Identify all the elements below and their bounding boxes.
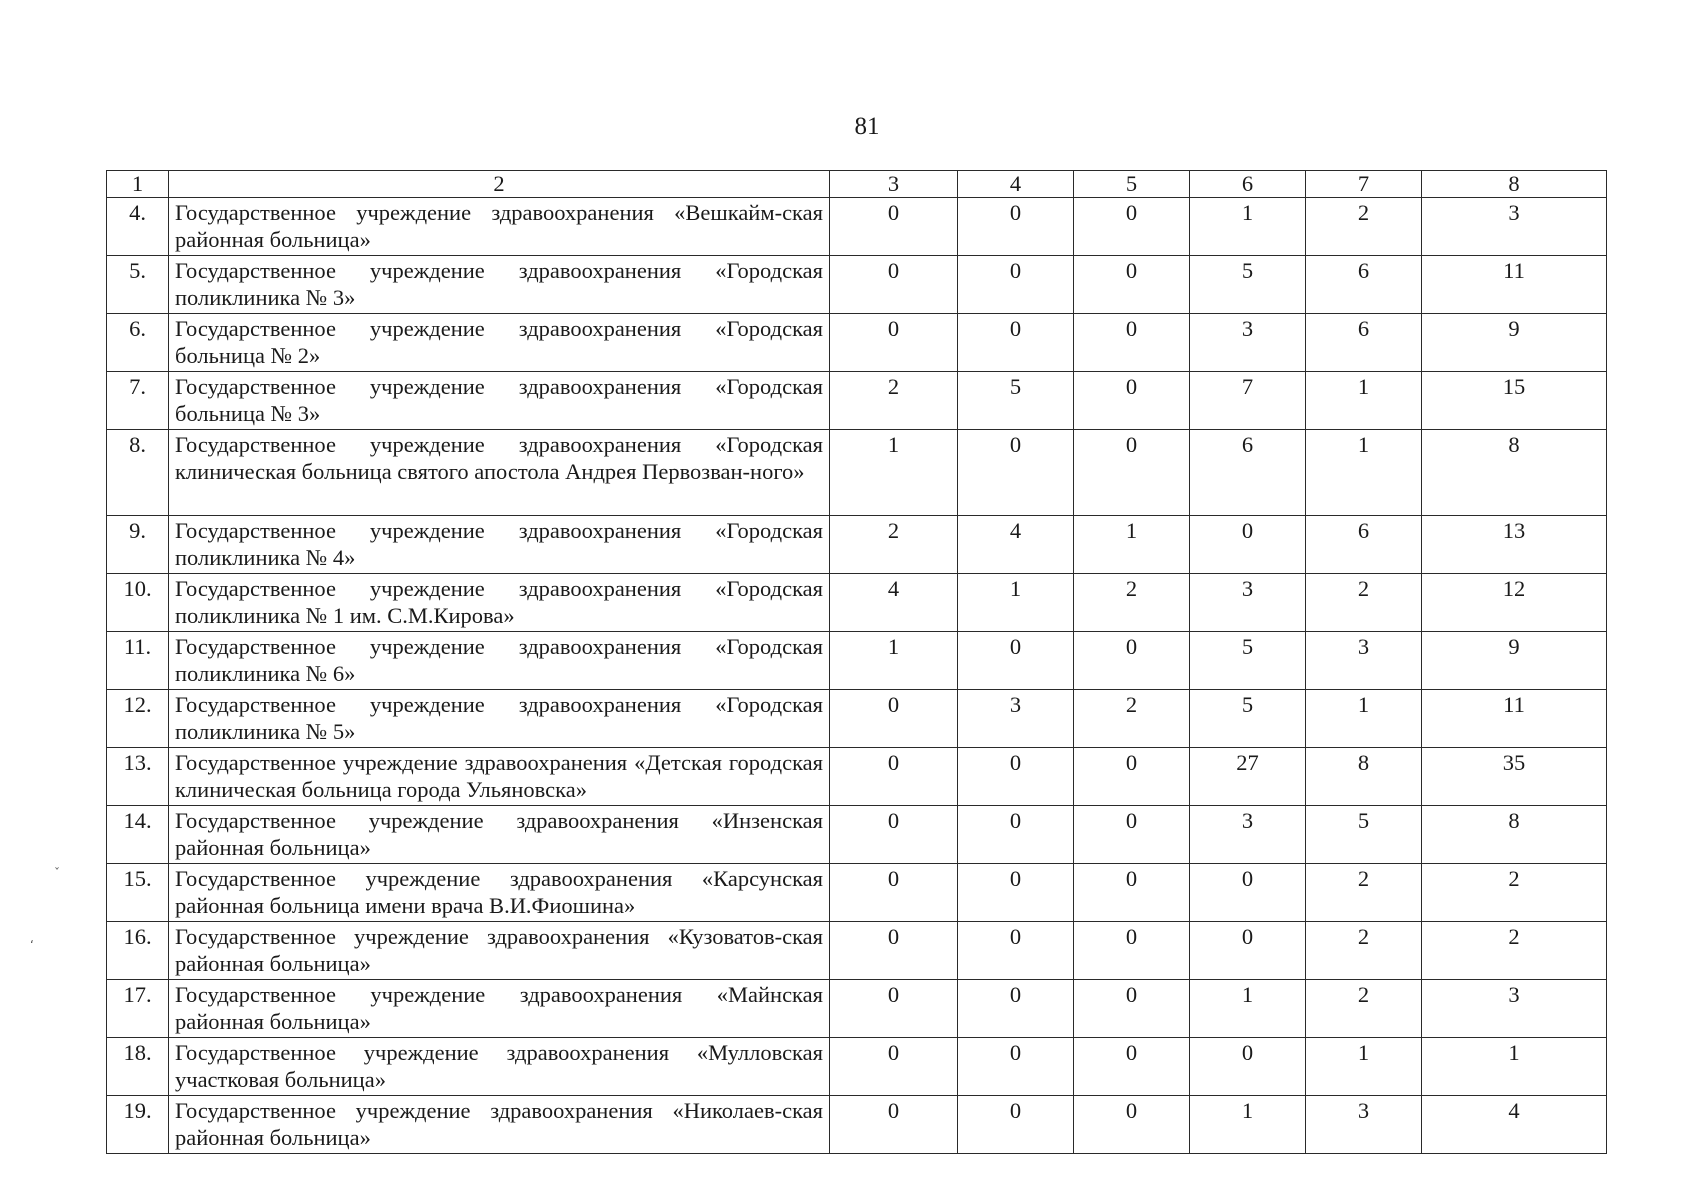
col6-value: 3 bbox=[1190, 314, 1306, 372]
col7-value: 6 bbox=[1306, 256, 1422, 314]
col7-value: 1 bbox=[1306, 430, 1422, 516]
col8-value: 3 bbox=[1422, 980, 1607, 1038]
header-cell: 2 bbox=[169, 171, 830, 198]
col6-value: 1 bbox=[1190, 198, 1306, 256]
institution-name: Государственное учреждение здравоохранения «Вешкайм-ская районная больница» bbox=[169, 198, 830, 256]
col3-value: 1 bbox=[830, 632, 958, 690]
institution-name: Государственное учреждение здравоохранения «Инзенская районная больница» bbox=[169, 806, 830, 864]
scan-speck: ˇ bbox=[54, 866, 60, 880]
col5-value: 2 bbox=[1074, 690, 1190, 748]
col6-value: 1 bbox=[1190, 980, 1306, 1038]
col4-value: 0 bbox=[958, 748, 1074, 806]
row-number: 4. bbox=[107, 198, 169, 256]
col3-value: 1 bbox=[830, 430, 958, 516]
col7-value: 2 bbox=[1306, 574, 1422, 632]
col6-value: 7 bbox=[1190, 372, 1306, 430]
col5-value: 0 bbox=[1074, 314, 1190, 372]
col6-value: 0 bbox=[1190, 922, 1306, 980]
col4-value: 0 bbox=[958, 980, 1074, 1038]
col3-value: 0 bbox=[830, 198, 958, 256]
col7-value: 2 bbox=[1306, 198, 1422, 256]
col3-value: 0 bbox=[830, 864, 958, 922]
page-number: 81 bbox=[854, 113, 880, 140]
table-row bbox=[107, 980, 1607, 1038]
row-number: 5. bbox=[107, 256, 169, 314]
col6-value: 0 bbox=[1190, 1038, 1306, 1096]
col4-value: 0 bbox=[958, 430, 1074, 516]
row-number: 11. bbox=[107, 632, 169, 690]
table-row bbox=[107, 1096, 1607, 1154]
col8-value: 9 bbox=[1422, 314, 1607, 372]
col4-value: 4 bbox=[958, 516, 1074, 574]
scan-speck: ‘ bbox=[30, 938, 34, 952]
table-row bbox=[107, 516, 1607, 574]
col6-value: 3 bbox=[1190, 574, 1306, 632]
col8-value: 11 bbox=[1422, 256, 1607, 314]
col8-value: 9 bbox=[1422, 632, 1607, 690]
col5-value: 0 bbox=[1074, 430, 1190, 516]
institution-name: Государственное учреждение здравоохранения «Городская больница № 3» bbox=[169, 372, 830, 430]
row-number: 17. bbox=[107, 980, 169, 1038]
col4-value: 0 bbox=[958, 864, 1074, 922]
col4-value: 1 bbox=[958, 574, 1074, 632]
col8-value: 1 bbox=[1422, 1038, 1607, 1096]
institution-name: Государственное учреждение здравоохранения «Детская городская клиническая больница города Ульяновска» bbox=[169, 748, 830, 806]
col7-value: 2 bbox=[1306, 980, 1422, 1038]
col3-value: 0 bbox=[830, 314, 958, 372]
col5-value: 0 bbox=[1074, 748, 1190, 806]
col4-value: 0 bbox=[958, 806, 1074, 864]
table-row bbox=[107, 806, 1607, 864]
header-cell: 8 bbox=[1422, 171, 1607, 198]
col8-value: 15 bbox=[1422, 372, 1607, 430]
col3-value: 2 bbox=[830, 372, 958, 430]
header-cell: 5 bbox=[1074, 171, 1190, 198]
table-row bbox=[107, 372, 1607, 430]
col5-value: 0 bbox=[1074, 256, 1190, 314]
col7-value: 6 bbox=[1306, 516, 1422, 574]
row-number: 18. bbox=[107, 1038, 169, 1096]
header-cell: 3 bbox=[830, 171, 958, 198]
row-number: 12. bbox=[107, 690, 169, 748]
col6-value: 5 bbox=[1190, 256, 1306, 314]
table-row bbox=[107, 748, 1607, 806]
table-row bbox=[107, 632, 1607, 690]
col6-value: 6 bbox=[1190, 430, 1306, 516]
col4-value: 0 bbox=[958, 922, 1074, 980]
row-number: 13. bbox=[107, 748, 169, 806]
col3-value: 0 bbox=[830, 748, 958, 806]
col7-value: 8 bbox=[1306, 748, 1422, 806]
col7-value: 2 bbox=[1306, 864, 1422, 922]
institution-name: Государственное учреждение здравоохранения «Городская поликлиника № 4» bbox=[169, 516, 830, 574]
row-number: 9. bbox=[107, 516, 169, 574]
col8-value: 4 bbox=[1422, 1096, 1607, 1154]
institution-name: Государственное учреждение здравоохранения «Городская поликлиника № 5» bbox=[169, 690, 830, 748]
col3-value: 0 bbox=[830, 256, 958, 314]
row-number: 16. bbox=[107, 922, 169, 980]
col4-value: 3 bbox=[958, 690, 1074, 748]
row-number: 8. bbox=[107, 430, 169, 516]
col3-value: 0 bbox=[830, 1038, 958, 1096]
col3-value: 0 bbox=[830, 922, 958, 980]
col6-value: 5 bbox=[1190, 632, 1306, 690]
col5-value: 2 bbox=[1074, 574, 1190, 632]
table-header-row bbox=[107, 171, 1607, 198]
row-number: 10. bbox=[107, 574, 169, 632]
table-row bbox=[107, 574, 1607, 632]
header-cell: 6 bbox=[1190, 171, 1306, 198]
col8-value: 12 bbox=[1422, 574, 1607, 632]
col7-value: 3 bbox=[1306, 632, 1422, 690]
col6-value: 27 bbox=[1190, 748, 1306, 806]
institution-name: Государственное учреждение здравоохранения «Городская поликлиника № 3» bbox=[169, 256, 830, 314]
table-row bbox=[107, 1038, 1607, 1096]
col8-value: 11 bbox=[1422, 690, 1607, 748]
col4-value: 0 bbox=[958, 632, 1074, 690]
col5-value: 0 bbox=[1074, 922, 1190, 980]
col7-value: 5 bbox=[1306, 806, 1422, 864]
table-row bbox=[107, 256, 1607, 314]
table-row bbox=[107, 690, 1607, 748]
col5-value: 0 bbox=[1074, 864, 1190, 922]
col7-value: 3 bbox=[1306, 1096, 1422, 1154]
col4-value: 0 bbox=[958, 256, 1074, 314]
col8-value: 8 bbox=[1422, 806, 1607, 864]
col7-value: 1 bbox=[1306, 1038, 1422, 1096]
col5-value: 1 bbox=[1074, 516, 1190, 574]
row-number: 6. bbox=[107, 314, 169, 372]
col8-value: 3 bbox=[1422, 198, 1607, 256]
data-table bbox=[106, 170, 1607, 1154]
institution-name: Государственное учреждение здравоохранения «Городская поликлиника № 1 им. С.М.Кирова» bbox=[169, 574, 830, 632]
row-number: 14. bbox=[107, 806, 169, 864]
col4-value: 0 bbox=[958, 1096, 1074, 1154]
col4-value: 0 bbox=[958, 314, 1074, 372]
col7-value: 2 bbox=[1306, 922, 1422, 980]
col7-value: 6 bbox=[1306, 314, 1422, 372]
col6-value: 1 bbox=[1190, 1096, 1306, 1154]
col5-value: 0 bbox=[1074, 372, 1190, 430]
institution-name: Государственное учреждение здравоохранения «Городская клиническая больница святого апостола Андрея Первозван-ного» bbox=[169, 430, 830, 516]
institution-name: Государственное учреждение здравоохранения «Карсунская районная больница имени врача В.И.Фиошина» bbox=[169, 864, 830, 922]
col7-value: 1 bbox=[1306, 690, 1422, 748]
table-row bbox=[107, 198, 1607, 256]
col3-value: 2 bbox=[830, 516, 958, 574]
header-cell: 7 bbox=[1306, 171, 1422, 198]
col6-value: 5 bbox=[1190, 690, 1306, 748]
col6-value: 0 bbox=[1190, 516, 1306, 574]
col4-value: 0 bbox=[958, 1038, 1074, 1096]
col7-value: 1 bbox=[1306, 372, 1422, 430]
institution-name: Государственное учреждение здравоохранения «Мулловская участковая больница» bbox=[169, 1038, 830, 1096]
col5-value: 0 bbox=[1074, 632, 1190, 690]
col5-value: 0 bbox=[1074, 806, 1190, 864]
col5-value: 0 bbox=[1074, 198, 1190, 256]
row-number: 15. bbox=[107, 864, 169, 922]
header-cell: 1 bbox=[107, 171, 169, 198]
institution-name: Государственное учреждение здравоохранения «Майнская районная больница» bbox=[169, 980, 830, 1038]
row-number: 19. bbox=[107, 1096, 169, 1154]
institution-name: Государственное учреждение здравоохранения «Николаев-ская районная больница» bbox=[169, 1096, 830, 1154]
col8-value: 13 bbox=[1422, 516, 1607, 574]
table-row bbox=[107, 430, 1607, 516]
col5-value: 0 bbox=[1074, 980, 1190, 1038]
col3-value: 0 bbox=[830, 1096, 958, 1154]
institution-name: Государственное учреждение здравоохранения «Городская поликлиника № 6» bbox=[169, 632, 830, 690]
col8-value: 2 bbox=[1422, 922, 1607, 980]
col6-value: 3 bbox=[1190, 806, 1306, 864]
header-cell: 4 bbox=[958, 171, 1074, 198]
col3-value: 0 bbox=[830, 980, 958, 1038]
col8-value: 35 bbox=[1422, 748, 1607, 806]
institution-name: Государственное учреждение здравоохранения «Городская больница № 2» bbox=[169, 314, 830, 372]
col5-value: 0 bbox=[1074, 1038, 1190, 1096]
table-row bbox=[107, 922, 1607, 980]
col3-value: 0 bbox=[830, 690, 958, 748]
col5-value: 0 bbox=[1074, 1096, 1190, 1154]
row-number: 7. bbox=[107, 372, 169, 430]
institution-name: Государственное учреждение здравоохранения «Кузоватов-ская районная больница» bbox=[169, 922, 830, 980]
col8-value: 8 bbox=[1422, 430, 1607, 516]
col6-value: 0 bbox=[1190, 864, 1306, 922]
table-row bbox=[107, 864, 1607, 922]
col8-value: 2 bbox=[1422, 864, 1607, 922]
col4-value: 0 bbox=[958, 198, 1074, 256]
col3-value: 4 bbox=[830, 574, 958, 632]
col4-value: 5 bbox=[958, 372, 1074, 430]
table-row bbox=[107, 314, 1607, 372]
col3-value: 0 bbox=[830, 806, 958, 864]
